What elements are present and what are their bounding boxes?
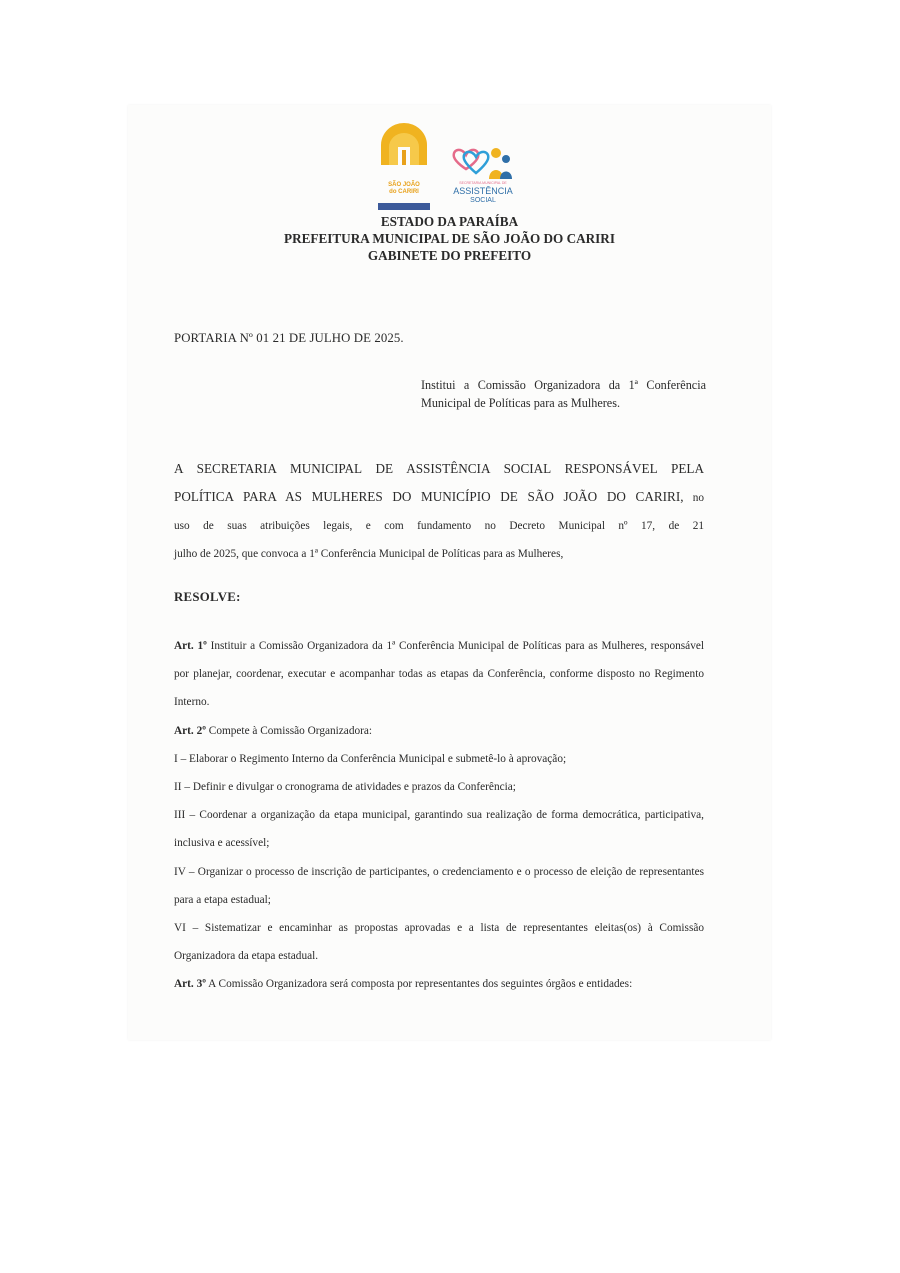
article-1	[174, 632, 704, 717]
portaria-title: PORTARIA Nº 01 21 DE JULHO DE 2025.	[174, 331, 404, 345]
document-page	[128, 105, 771, 1040]
family-hearts-icon	[452, 143, 514, 181]
item-ii: II – Definir e divulgar o cronograma de atividades e prazos da Conferência;	[174, 781, 516, 794]
article-2-text: Compete à Comissão Organizadora:	[205, 724, 373, 737]
secretariat-small-text: SECRETARIA MUNICIPAL DE	[459, 181, 507, 185]
secretariat-text-line2: SOCIAL	[470, 197, 496, 204]
preamble-line2-tail: no	[683, 492, 704, 504]
preamble-line2	[174, 483, 704, 512]
article-3	[174, 970, 704, 998]
preamble-line1: A SECRETARIA MUNICIPAL DE ASSISTÊNCIA SOCIAL RESPONSÁVEL PELA	[174, 461, 704, 476]
assistencia-social-logo	[448, 143, 518, 215]
preamble	[174, 455, 704, 568]
logo-bar	[378, 203, 430, 210]
preamble-line3: uso de suas atribuições legais, e com fundamento no Decreto Municipal nº 17, de 21	[174, 520, 704, 532]
logo-text-line1: SÃO JOÃO	[388, 182, 420, 188]
item-vi: VI – Sistematizar e encaminhar as propostas aprovadas e a lista de representantes eleitas(os) à Comissão Organizadora da etapa estadual.	[174, 922, 704, 963]
article-1-text: Instituir a Comissão Organizadora da 1ª Conferência Municipal de Políticas para as Mulheres, responsável por planejar, coordenar, executar e acompanhar todas as etapas da Conferência, conforme disposto no Regimento Interno.	[174, 640, 704, 709]
preamble-line2-caps: POLÍTICA PARA AS MULHERES DO MUNICÍPIO DE SÃO JOÃO DO CARIRI,	[174, 489, 684, 504]
header-state: ESTADO DA PARAÍBA	[380, 214, 519, 229]
article-1-label: Art. 1º	[174, 640, 207, 652]
logo-group	[376, 123, 526, 218]
item-i: I – Elaborar o Regimento Interno da Conferência Municipal e submetê-lo à aprovação;	[174, 752, 567, 765]
document-header	[128, 213, 771, 264]
preamble-line4: julho de 2025, que convoca a 1ª Conferência Municipal de Políticas para as Mulheres,	[174, 548, 564, 560]
item-iv: IV – Organizar o processo de inscrição de participantes, o credenciamento e o processo de eleição de representantes para a etapa estadual;	[174, 865, 704, 906]
logo-text-line2: do CARIRI	[389, 189, 419, 195]
article-3-label: Art. 3º	[174, 978, 206, 991]
article-2	[174, 717, 704, 745]
sun-arch-icon	[379, 123, 429, 165]
article-3-text: A Comissão Organizadora será composta por representantes dos seguintes órgãos e entidades:	[205, 978, 633, 991]
item-iii: III – Coordenar a organização da etapa municipal, garantindo sua realização de forma democrática, participativa, inclusiva e acessível;	[174, 809, 704, 850]
header-prefeitura: PREFEITURA MUNICIPAL DE SÃO JOÃO DO CARIRI	[284, 231, 615, 246]
sao-joao-do-cariri-logo	[376, 123, 432, 213]
secretariat-text-line1: ASSISTÊNCIA	[453, 186, 513, 196]
articles	[174, 632, 704, 999]
header-gabinete: GABINETE DO PREFEITO	[367, 248, 532, 263]
resolve-heading: RESOLVE:	[174, 590, 241, 604]
ementa: Institui a Comissão Organizadora da 1ª Conferência Municipal de Políticas para as Mulheres.	[421, 378, 706, 410]
article-2-label: Art. 2º	[174, 724, 206, 737]
